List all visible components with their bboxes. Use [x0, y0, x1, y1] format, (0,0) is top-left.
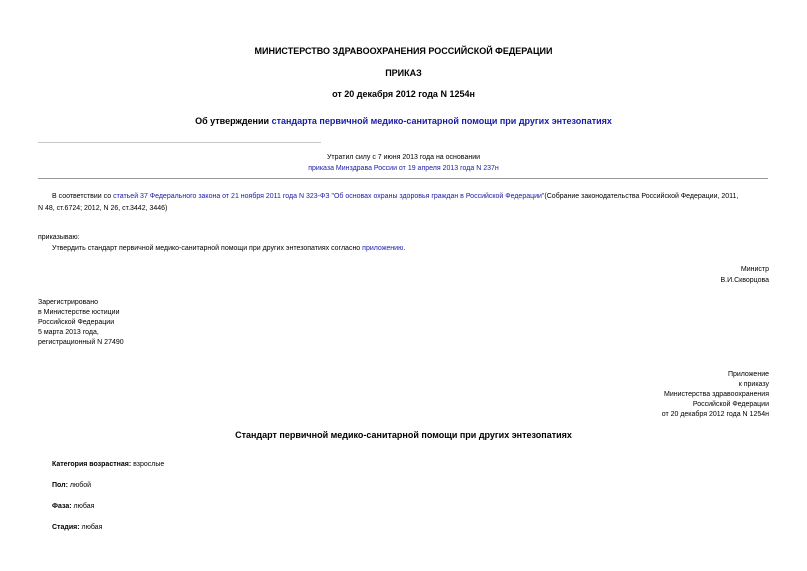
appendix-line: Российской Федерации — [692, 401, 769, 408]
standard-title: Стандарт первичной медико-санитарной помощи при других энтезопатиях — [235, 430, 572, 440]
field-label: Категория возрастная: — [52, 461, 132, 468]
signature-position: Министр — [740, 266, 769, 273]
field-value: любая — [79, 524, 103, 531]
standard-field-stage — [52, 523, 102, 533]
status-bottom-rule — [38, 178, 768, 179]
order-approve-end: . — [403, 245, 406, 252]
federal-law-link[interactable]: статьей 37 Федерального закона от 21 ноября 2011 года N 323-ФЗ "Об основах охраны здоровья граждан в Российской Федерации" — [113, 193, 545, 200]
registration-line: в Министерстве юстиции — [38, 309, 120, 316]
appendix-link[interactable]: приложению — [362, 245, 404, 252]
status-line: Утратил силу с 7 июня 2013 года на основании — [326, 154, 481, 161]
registration-line: 5 марта 2013 года, — [38, 329, 99, 336]
preamble-text-start: В соответствии со — [52, 193, 114, 200]
registration-line: Зарегистрировано — [38, 299, 98, 306]
signature-name: В.И.Скворцова — [720, 277, 769, 284]
registration-line: регистрационный N 27490 — [38, 339, 124, 346]
preamble-line-2: N 48, ст.6724; 2012, N 26, ст.3442, 3446) — [38, 205, 168, 212]
standard-field-age — [52, 460, 164, 470]
appendix-line: Министерства здравоохранения — [664, 391, 769, 398]
preamble-text-mid: (Собрание законодательства Российской Федерации, 2011, — [544, 193, 739, 200]
field-value: взрослые — [131, 461, 165, 468]
status-top-rule — [38, 142, 321, 143]
standard-field-phase — [52, 502, 94, 512]
order-word: приказываю: — [38, 234, 80, 241]
appendix-line: от 20 декабря 2012 года N 1254н — [661, 411, 769, 418]
field-label: Фаза: — [52, 503, 72, 510]
field-value: любая — [71, 503, 95, 510]
field-value: любой — [67, 482, 92, 489]
appendix-line: Приложение — [727, 371, 769, 378]
order-approve-line — [52, 244, 405, 254]
order-approve-text: Утвердить стандарт первичной медико-санитарной помощи при других энтезопатиях согласно — [52, 245, 363, 252]
document-type: ПРИКАЗ — [385, 68, 422, 78]
standard-field-sex — [52, 481, 91, 491]
registration-line: Российской Федерации — [38, 319, 115, 326]
title-prefix: Об утверждении — [195, 116, 272, 126]
preamble-line-1 — [52, 192, 738, 202]
title-standard-link[interactable]: стандарта первичной медико-санитарной помощи при других энтезопатиях — [271, 116, 612, 126]
field-label: Стадия: — [52, 524, 80, 531]
status-repeal-link[interactable]: приказа Минздрава России от 19 апреля 2013 года N 237н — [308, 165, 499, 172]
ministry-heading: МИНИСТЕРСТВО ЗДРАВООХРАНЕНИЯ РОССИЙСКОЙ ФЕДЕРАЦИИ — [254, 46, 553, 56]
document-date-number: от 20 декабря 2012 года N 1254н — [332, 89, 475, 99]
field-label: Пол: — [52, 482, 68, 489]
document-title — [0, 116, 807, 126]
appendix-line: к приказу — [738, 381, 769, 388]
